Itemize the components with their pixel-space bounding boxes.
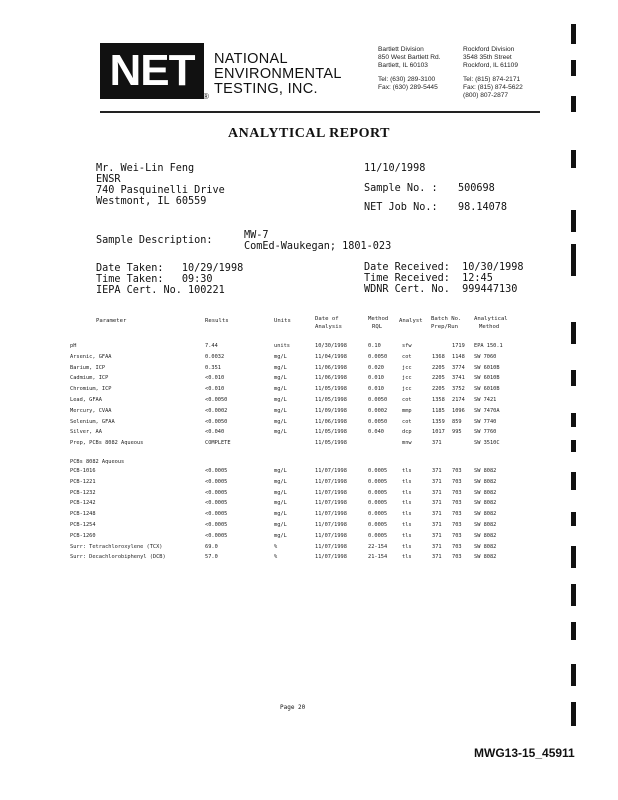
time-taken-value: 09:30	[181, 274, 213, 285]
cell-units: mg/L	[274, 532, 287, 539]
cell-result: COMPLETE	[205, 440, 231, 447]
cell-batch-run: 703	[452, 511, 462, 518]
cell-analyst: tls	[402, 478, 412, 485]
cell-date: 11/07/1998	[315, 478, 347, 485]
cell-rql: 0.0050	[368, 397, 388, 403]
company-line: NATIONAL	[214, 51, 288, 67]
recipient-line: Mr. Wei-Lin Feng	[96, 163, 195, 174]
report-title: ANALYTICAL REPORT	[228, 126, 390, 141]
page-number: Page 20	[280, 704, 306, 711]
cell-method: SW 3510C	[474, 440, 500, 447]
cell-rql: 0.010	[368, 386, 384, 393]
cell-analyst: jcc	[402, 375, 412, 382]
cell-batch-run: 1096	[452, 407, 465, 414]
company-line: ENVIRONMENTAL	[214, 66, 342, 82]
cell-units: mg/L	[274, 429, 287, 436]
cell-rql: 22-154	[368, 543, 388, 550]
cell-method: SW 8082	[474, 522, 497, 528]
sample-description-line: MW-7	[244, 230, 269, 241]
binding-mark	[571, 440, 576, 452]
cell-units: mg/L	[274, 468, 287, 474]
cell-batch-prep: 371	[432, 489, 442, 496]
cell-rql: 0.0005	[368, 468, 388, 474]
cell-date: 11/07/1998	[315, 489, 347, 496]
cell-method: SW 8082	[474, 543, 497, 550]
cell-parameter: PCB-1232	[70, 489, 96, 496]
cell-batch-run: 703	[452, 522, 462, 528]
cell-rql: 0.10	[368, 343, 381, 349]
cell-date: 11/06/1998	[315, 375, 347, 382]
cell-result: 0.351	[205, 364, 221, 371]
cell-date: 11/07/1998	[315, 532, 347, 539]
cell-batch-prep: 2205	[432, 375, 445, 382]
cell-date: 11/07/1998	[315, 511, 347, 518]
cell-units: mg/L	[274, 500, 287, 507]
cell-units: mg/L	[274, 353, 287, 360]
cell-analyst: tls	[402, 543, 412, 550]
cell-rql: 0.0005	[368, 478, 388, 485]
cell-batch-prep: 1368	[432, 353, 445, 360]
time-received-value: 12:45	[462, 273, 493, 284]
cell-batch-prep: 371	[432, 478, 442, 485]
cell-batch-prep: 371	[432, 554, 442, 561]
cell-batch-prep: 2205	[432, 364, 445, 371]
cell-analyst: dcp	[402, 429, 412, 436]
cell-analyst: tls	[402, 522, 412, 528]
cell-result: <0.0005	[205, 478, 228, 485]
cell-batch-run: 703	[452, 478, 462, 485]
cell-parameter: Chromium, ICP	[70, 386, 112, 393]
binding-mark	[571, 210, 576, 232]
cell-parameter: Surr: Decachlorobiphenyl (DCB)	[70, 554, 166, 561]
cell-units: mg/L	[274, 418, 287, 425]
address-line: (800) 807-2877	[463, 92, 509, 99]
recipient-block	[96, 163, 225, 207]
cell-batch-run: 995	[452, 429, 462, 436]
date-taken-label: Date Taken:	[96, 263, 164, 274]
cell-units: mg/L	[274, 364, 287, 371]
cell-batch-run: 703	[452, 468, 462, 474]
cell-result: <0.0050	[205, 418, 228, 425]
binding-mark	[571, 664, 576, 686]
cell-method: SW 8082	[474, 511, 497, 518]
recipient-line: ENSR	[96, 174, 121, 185]
job-no-label: NET Job No.:	[364, 202, 438, 213]
cell-method: SW 7421	[474, 397, 497, 403]
bates-number: MWG13-15_45911	[474, 746, 575, 760]
sample-description-line: ComEd-Waukegan; 1801-023	[244, 241, 392, 252]
binding-mark	[571, 584, 576, 606]
cell-result: 0.0032	[205, 353, 225, 360]
cell-batch-run: 703	[452, 500, 462, 507]
cell-units: mg/L	[274, 397, 287, 403]
cell-rql: 0.0050	[368, 418, 388, 425]
cell-method: SW 8082	[474, 532, 497, 539]
col-header-units: Units	[274, 318, 291, 324]
cell-date: 11/05/1998	[315, 386, 347, 393]
address-line: Rockford, IL 61109	[463, 62, 518, 69]
cell-analyst: tls	[402, 468, 412, 474]
cell-date: 11/05/1998	[315, 440, 347, 447]
address-line: Fax: (815) 874-5622	[463, 84, 523, 91]
cell-batch-prep: 371	[432, 440, 442, 447]
cell-parameter: Silver, AA	[70, 429, 102, 436]
cell-rql: 0.040	[368, 429, 384, 436]
cell-result: 69.0	[205, 543, 218, 550]
cell-method: SW 8082	[474, 500, 497, 507]
cell-result: <0.010	[205, 375, 225, 382]
binding-mark	[571, 244, 576, 262]
cell-date: 11/05/1998	[315, 429, 347, 436]
cell-batch-run: 703	[452, 532, 462, 539]
company-line: TESTING, INC.	[214, 81, 318, 97]
binding-mark	[571, 60, 576, 76]
cell-rql: 0.0005	[368, 500, 388, 507]
col-header-analytical-method: Analytical Method	[474, 316, 508, 330]
cell-batch-prep: 371	[432, 511, 442, 518]
net-logo: NET	[100, 43, 204, 99]
cell-analyst: tls	[402, 511, 412, 518]
cell-units: %	[274, 543, 278, 550]
date-received-label: Date Received:	[364, 262, 450, 273]
rockford-address	[463, 46, 523, 100]
cell-date: 11/06/1998	[315, 364, 347, 371]
cell-result: <0.0005	[205, 489, 228, 496]
cell-parameter: PCB-1260	[70, 532, 96, 539]
cell-analyst: sfw	[402, 343, 412, 349]
sample-description-label: Sample Description:	[96, 235, 213, 246]
col-header-batch: Batch No. Prep/Run	[431, 316, 462, 330]
cell-units: mg/L	[274, 407, 287, 414]
recipient-line: 740 Pasquinelli Drive	[96, 185, 225, 196]
cell-rql: 0.010	[368, 375, 384, 382]
cell-analyst: tls	[402, 532, 412, 539]
cell-units: mg/L	[274, 522, 287, 528]
binding-mark	[571, 622, 576, 640]
cell-date: 11/07/1998	[315, 500, 347, 507]
binding-mark	[571, 24, 576, 44]
cell-method: SW 8082	[474, 468, 497, 474]
address-line: 850 West Bartlett Rd.	[378, 54, 441, 61]
cell-parameter: PCB-1221	[70, 478, 96, 485]
cell-result: <0.0005	[205, 532, 228, 539]
cell-batch-prep: 371	[432, 522, 442, 528]
cell-rql: 0.0005	[368, 511, 388, 518]
address-line: Tel: (815) 874-2171	[463, 76, 521, 83]
cell-parameter: Cadmium, ICP	[70, 375, 109, 382]
cell-batch-run: 703	[452, 489, 462, 496]
cell-result: <0.0002	[205, 407, 228, 414]
cell-result: 57.0	[205, 554, 218, 561]
address-line: 3548 35th Street	[463, 54, 512, 61]
report-date: 11/10/1998	[364, 163, 426, 174]
cell-analyst: cot	[402, 397, 412, 403]
binding-mark	[571, 702, 576, 726]
cell-method: SW 8082	[474, 478, 497, 485]
cell-parameter: pH	[70, 343, 77, 349]
cell-batch-run: 859	[452, 418, 462, 425]
company-name	[214, 52, 342, 97]
cell-method: SW 8082	[474, 489, 497, 496]
cell-analyst: mmp	[402, 407, 412, 414]
cell-date: 11/07/1998	[315, 522, 347, 528]
cell-analyst: tls	[402, 489, 412, 496]
cell-date: 11/07/1998	[315, 543, 347, 550]
cell-batch-run: 3774	[452, 364, 465, 371]
cell-analyst: jcc	[402, 364, 412, 371]
cell-method: SW 7740	[474, 418, 497, 425]
cell-rql: 0.0050	[368, 353, 388, 360]
cell-parameter: Mercury, CVAA	[70, 407, 112, 414]
binding-mark	[571, 413, 576, 427]
binding-mark	[571, 370, 576, 386]
cell-batch-prep: 1358	[432, 397, 445, 403]
cell-analyst: mnw	[402, 440, 412, 447]
col-header-parameter: Parameter	[96, 318, 127, 324]
cell-method: SW 7470A	[474, 407, 500, 414]
cell-result: <0.0005	[205, 468, 228, 474]
sample-description	[244, 230, 391, 252]
cell-result: <0.0005	[205, 500, 228, 507]
recipient-line: Westmont, IL 60559	[96, 196, 207, 207]
iepa-cert-value: 100221	[188, 285, 225, 296]
binding-mark	[571, 262, 576, 276]
cell-date: 11/07/1998	[315, 468, 347, 474]
time-received-label: Time Received:	[364, 273, 450, 284]
cell-rql: 0.0005	[368, 489, 388, 496]
address-line: Bartlett Division	[378, 46, 424, 53]
address-line: Rockford Division	[463, 46, 515, 53]
cell-batch-prep: 371	[432, 543, 442, 550]
cell-analyst: tls	[402, 500, 412, 507]
iepa-cert-label: IEPA Cert. No.	[96, 285, 182, 296]
cell-batch-prep: 371	[432, 500, 442, 507]
cell-analyst: cot	[402, 418, 412, 425]
cell-analyst: jcc	[402, 386, 412, 393]
cell-units: %	[274, 554, 278, 561]
binding-mark	[571, 472, 576, 490]
cell-analyst: tls	[402, 554, 412, 561]
cell-units: mg/L	[274, 489, 287, 496]
time-taken-label: Time Taken:	[96, 274, 164, 285]
cell-batch-prep: 1017	[432, 429, 445, 436]
binding-mark	[571, 512, 576, 526]
job-no-value: 98.14078	[458, 202, 508, 213]
cell-parameter: Arsenic, GFAA	[70, 353, 112, 360]
cell-batch-run: 1719	[452, 343, 465, 349]
cell-result: <0.0005	[205, 522, 228, 528]
cell-batch-prep: 2205	[432, 386, 445, 393]
cell-parameter: PCB-1254	[70, 522, 96, 528]
cell-rql: 0.0002	[368, 407, 388, 414]
wdnr-cert-label: WDNR Cert. No.	[364, 284, 450, 295]
cell-batch-run: 703	[452, 543, 462, 550]
cell-units: mg/L	[274, 478, 287, 485]
cell-batch-prep: 1185	[432, 407, 445, 414]
cell-date: 11/07/1998	[315, 554, 347, 561]
address-line: Tel: (630) 289-3100	[378, 76, 436, 83]
cell-parameter: Barium, ICP	[70, 364, 106, 371]
date-taken-block	[96, 263, 243, 296]
cell-result: <0.0005	[205, 511, 228, 518]
cell-rql: 21-154	[368, 554, 388, 561]
cell-units: units	[274, 343, 290, 349]
col-header-analyst: Analyst	[399, 318, 423, 324]
date-taken-value: 10/29/1998	[181, 263, 244, 274]
registered-mark: ®	[203, 92, 209, 101]
cell-rql: 0.0005	[368, 532, 388, 539]
cell-parameter: Lead, GFAA	[70, 397, 102, 403]
cell-units: mg/L	[274, 386, 287, 393]
cell-method: SW 6010B	[474, 375, 500, 382]
cell-analyst: cot	[402, 353, 412, 360]
cell-date: 11/09/1998	[315, 407, 347, 414]
cell-method: SW 7060	[474, 353, 497, 360]
pcb-group-label: PCBs 8082 Aqueous	[70, 459, 125, 465]
date-received-block	[364, 262, 524, 295]
cell-batch-run: 2174	[452, 397, 465, 403]
cell-result: 7.44	[205, 343, 218, 349]
cell-parameter: PCB-1242	[70, 500, 96, 507]
cell-batch-prep: 371	[432, 468, 442, 474]
cell-rql: 0.0005	[368, 522, 388, 528]
sample-no-value: 500698	[458, 183, 495, 194]
cell-method: SW 6010B	[474, 386, 500, 393]
cell-batch-prep: 371	[432, 532, 442, 539]
cell-date: 11/05/1998	[315, 397, 347, 403]
cell-parameter: Selenium, GFAA	[70, 418, 115, 425]
address-line: Fax: (630) 289-5445	[378, 84, 438, 91]
col-header-date-of-analysis: Date of Analysis	[315, 316, 342, 330]
cell-date: 10/30/1998	[315, 343, 347, 349]
bartlett-address	[378, 46, 441, 92]
col-header-method-rql: Method RQL	[368, 316, 389, 330]
cell-parameter: Surr: Tetrachloroxylene (TCX)	[70, 543, 163, 550]
date-received-value: 10/30/1998	[462, 262, 524, 273]
binding-mark	[571, 96, 576, 112]
cell-units: mg/L	[274, 511, 287, 518]
binding-mark	[571, 546, 576, 568]
address-line: Bartlett, IL 60103	[378, 62, 428, 69]
cell-units: mg/L	[274, 375, 287, 382]
cell-result: <0.040	[205, 429, 225, 436]
cell-batch-prep: 1359	[432, 418, 445, 425]
cell-result: <0.0050	[205, 397, 228, 403]
cell-rql: 0.020	[368, 364, 384, 371]
cell-batch-run: 703	[452, 554, 462, 561]
binding-mark	[571, 322, 576, 344]
sample-no-label: Sample No. :	[364, 183, 438, 194]
cell-method: SW 6010B	[474, 364, 500, 371]
cell-batch-run: 1148	[452, 353, 465, 360]
header-rule	[100, 111, 540, 113]
col-header-results: Results	[205, 318, 229, 324]
cell-parameter: PCB-1016	[70, 468, 96, 474]
cell-method: EPA 150.1	[474, 343, 503, 349]
wdnr-cert-value: 999447130	[462, 284, 518, 295]
cell-batch-run: 3752	[452, 386, 465, 393]
cell-date: 11/04/1998	[315, 353, 347, 360]
cell-parameter: PCB-1248	[70, 511, 96, 518]
cell-method: SW 8082	[474, 554, 497, 561]
cell-batch-run: 3741	[452, 375, 465, 382]
cell-parameter: Prep, PCBs 8082 Aqueous	[70, 440, 144, 447]
binding-mark	[571, 150, 576, 168]
cell-result: <0.010	[205, 386, 225, 393]
cell-method: SW 7760	[474, 429, 497, 436]
cell-date: 11/06/1998	[315, 418, 347, 425]
